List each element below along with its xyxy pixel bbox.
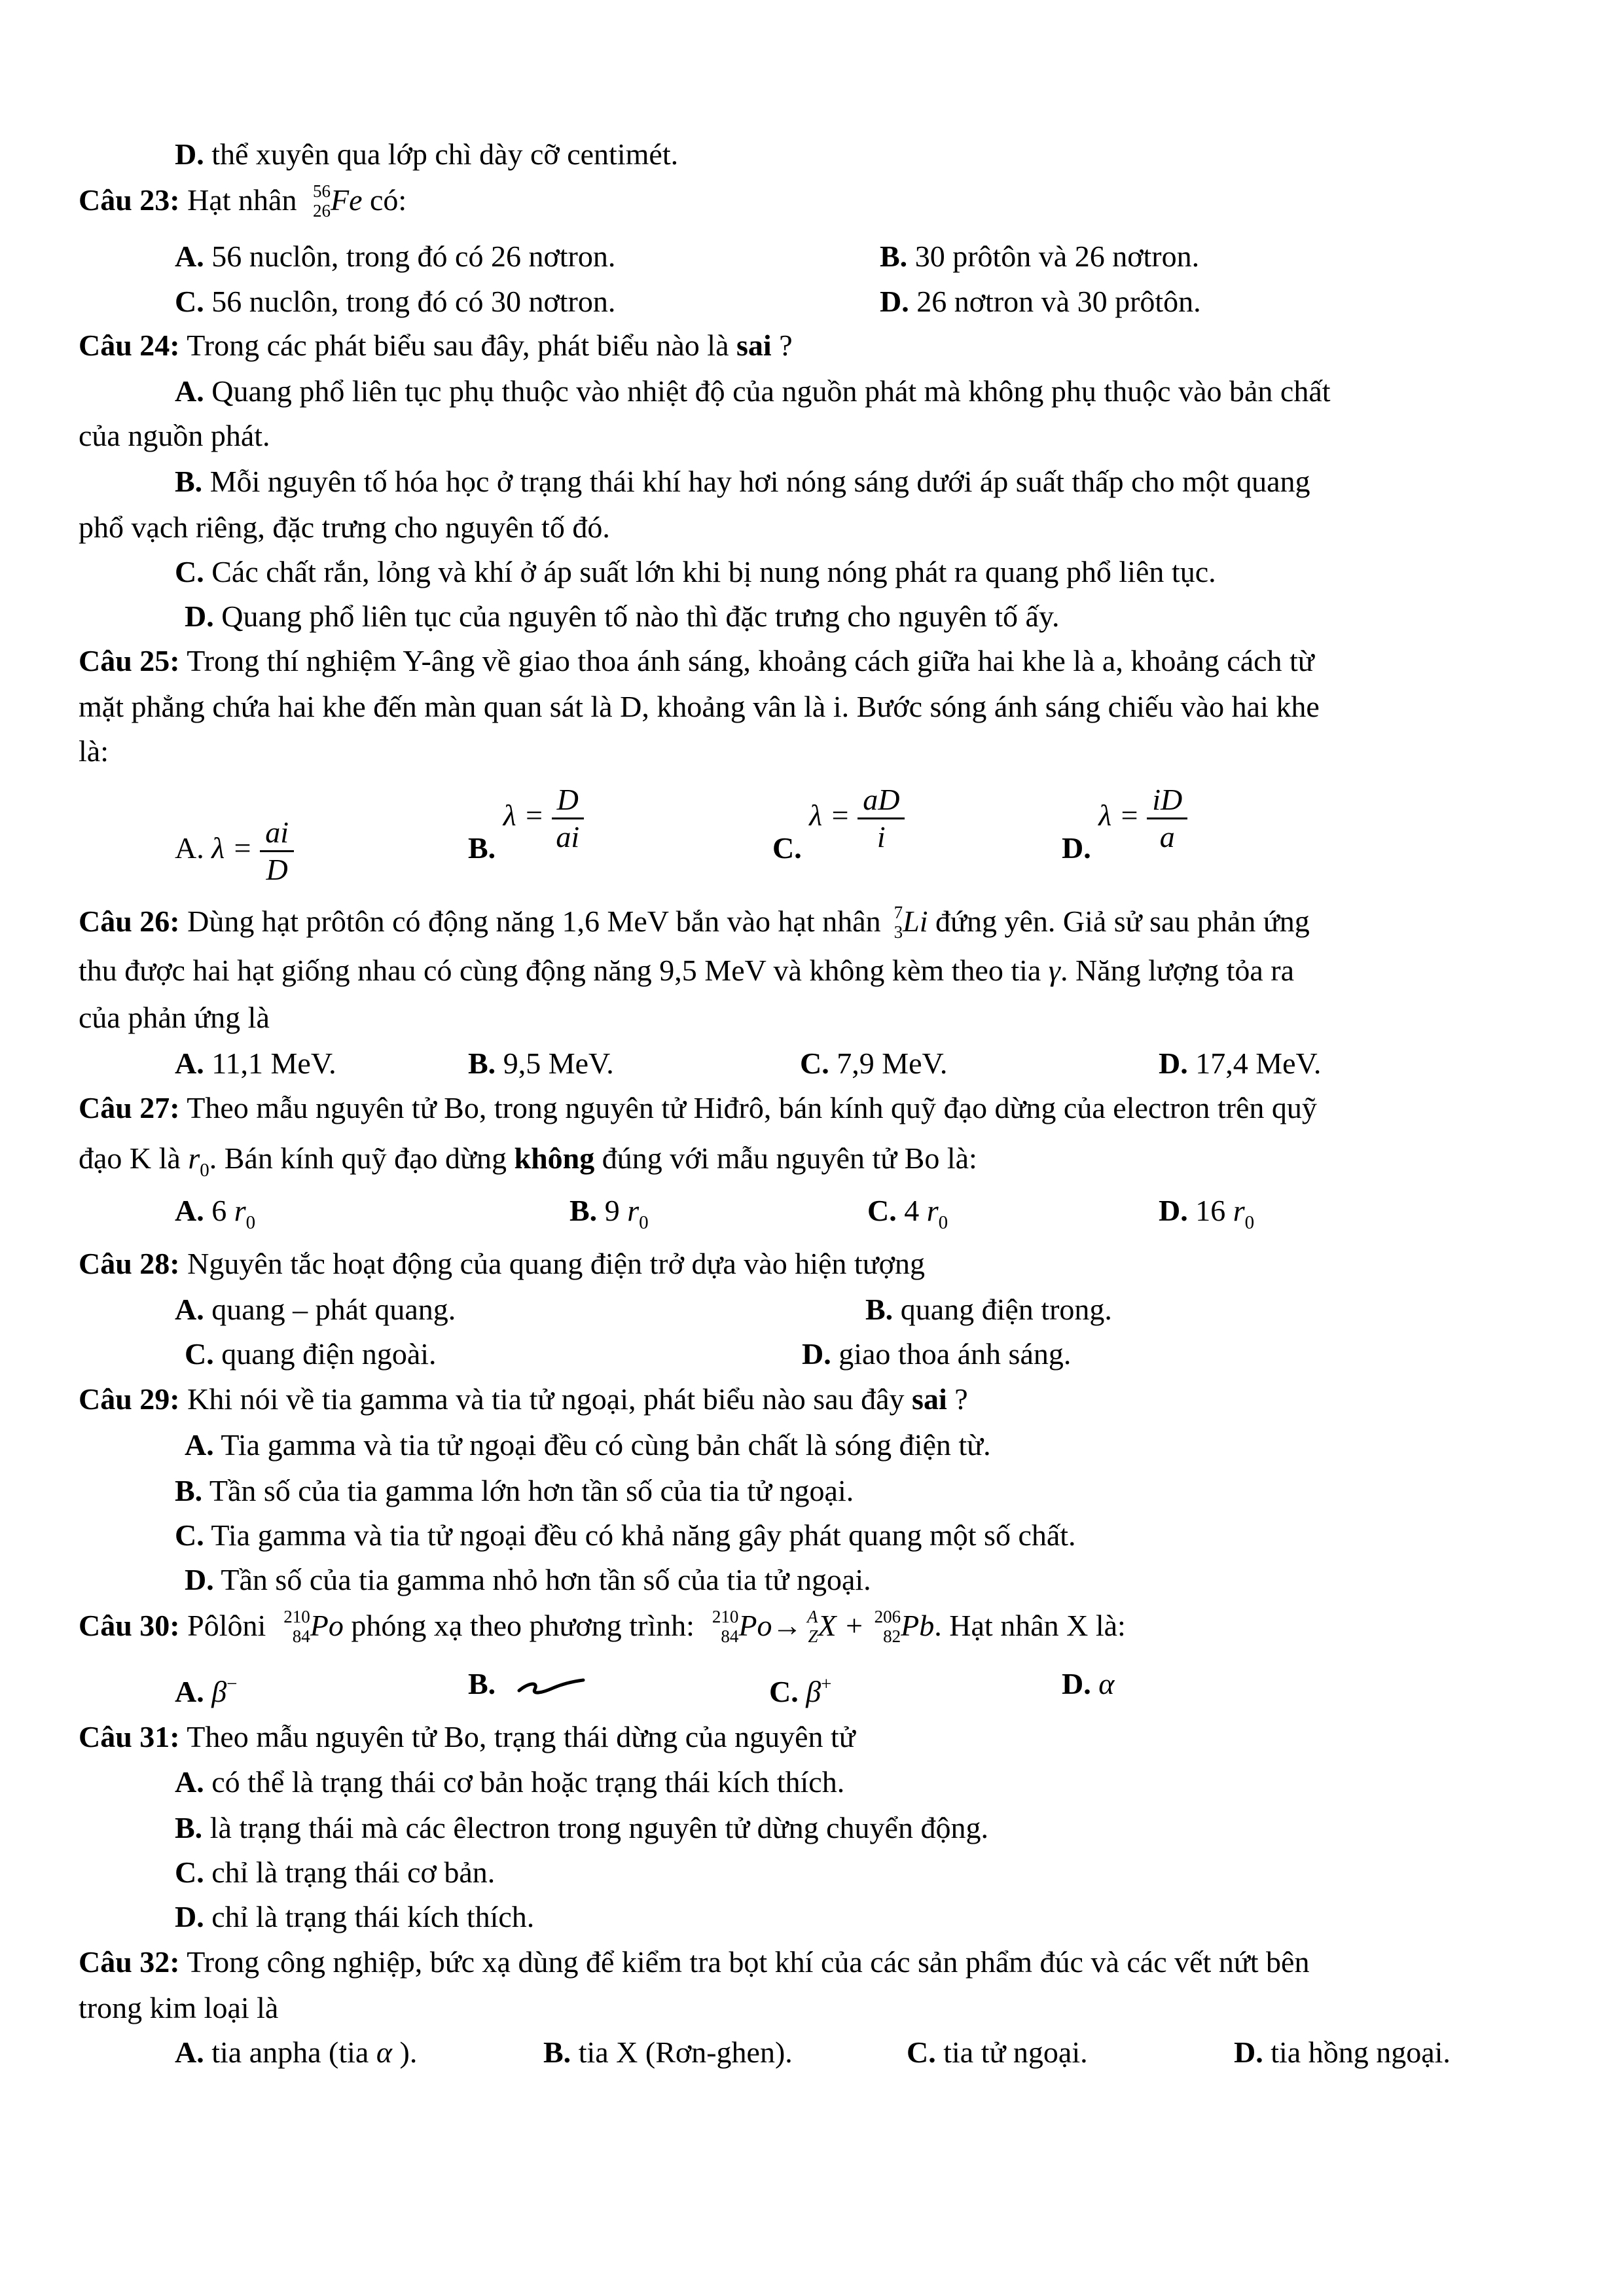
pb-nuclide: 206 82: [874, 1607, 901, 1647]
q26-stem-line2: thu được hai hạt giống nhau có cùng động năng 9,5 MeV và không kèm theo tia γ. Năng lượng tỏa ra: [79, 954, 1295, 987]
q25-option-a: A. λ = $\frac{ai}{D}$: [175, 815, 294, 888]
q29-option-b: B. Tần số của tia gamma lớn hơn tần số của tia tử ngoại.: [175, 1474, 854, 1507]
q32-option-d: D. tia hồng ngoại.: [1234, 2036, 1451, 2069]
q24-option-c: C. Các chất rắn, lỏng và khí ở áp suất lớn khi bị nung nóng phát ra quang phổ liên tục.: [175, 555, 1216, 588]
q25-stem-line1: Câu 25: Trong thí nghiệm Y-âng về giao thoa ánh sáng, khoảng cách giữa hai khe là a, khoảng cách từ: [79, 644, 1314, 677]
q25-option-d: D. λ = $\frac{iD}{a}$: [1062, 782, 1187, 855]
q24-option-b: B. Mỗi nguyên tố hóa học ở trạng thái khí hay hơi nóng sáng dưới áp suất thấp cho một quang: [175, 465, 1310, 498]
fraction: $\frac{iD}{a}$: [1147, 782, 1187, 855]
q29-option-d: D. Tần số của tia gamma nhỏ hơn tần số của tia tử ngoại.: [185, 1563, 871, 1596]
q26-option-a: A. 11,1 MeV.: [175, 1047, 336, 1080]
q28-option-c: C. quang điện ngoài.: [185, 1337, 437, 1371]
q32-option-b: B. tia X (Rơn-ghen).: [543, 2036, 793, 2069]
q27-option-d: D. 16 $r_0$: [1159, 1194, 1255, 1233]
q31-stem: Câu 31: Theo mẫu nguyên tử Bo, trạng thái dừng của nguyên tử: [79, 1720, 856, 1753]
q30-option-c: C. β+: [769, 1674, 832, 1708]
q31-option-b: B. là trạng thái mà các êlectron trong nguyên tử dừng chuyển động.: [175, 1811, 988, 1844]
q24-option-a-cont: của nguồn phát.: [79, 419, 270, 452]
po-nuclide: 210 84: [283, 1607, 310, 1647]
q28-option-b: B. quang điện trong.: [865, 1293, 1112, 1326]
q27-stem-line1: Câu 27: Theo mẫu nguyên tử Bo, trong nguyên tử Hiđrô, bán kính quỹ đạo dừng của electron trên quỹ: [79, 1091, 1317, 1124]
q24-option-b-cont: phổ vạch riêng, đặc trưng cho nguyên tố đó.: [79, 511, 610, 544]
fraction: $\frac{D}{ai}$: [552, 782, 584, 855]
q27-stem-line2: đạo K là $r_0$. Bán kính quỹ đạo dừng không đúng với mẫu nguyên tử Bo là:: [79, 1141, 977, 1181]
q30-option-d: D. α: [1062, 1667, 1115, 1700]
fraction: $\frac{aD}{i}$: [857, 782, 905, 855]
q23-option-b: B. 30 prôtôn và 26 nơtron.: [880, 240, 1200, 273]
q31-option-a: A. có thể là trạng thái cơ bản hoặc trạng thái kích thích.: [175, 1765, 845, 1799]
q25-option-b: B. λ = $\frac{D}{ai}$: [468, 782, 584, 855]
q26-option-c: C. 7,9 MeV.: [800, 1047, 948, 1080]
q32-stem-line1: Câu 32: Trong công nghiệp, bức xạ dùng để kiểm tra bọt khí của các sản phẩm đúc và các vết nứt bên: [79, 1945, 1310, 1979]
q23-option-a: A. 56 nuclôn, trong đó có 26 nơtron.: [175, 240, 616, 273]
q32-option-c: C. tia tử ngoại.: [907, 2036, 1088, 2069]
q30-option-b: B.: [468, 1666, 587, 1702]
q23-option-d: D. 26 nơtron và 30 prôtôn.: [880, 285, 1201, 318]
q28-option-d: D. giao thoa ánh sáng.: [802, 1337, 1072, 1371]
q25-stem-line3: là:: [79, 734, 109, 768]
q32-option-a: A. tia anpha (tia α ).: [175, 2036, 418, 2069]
fraction: $\frac{ai}{D}$: [260, 815, 294, 888]
q25-option-c: C. λ = $\frac{aD}{i}$: [772, 782, 905, 855]
q24-option-a: A. Quang phổ liên tục phụ thuộc vào nhiệt độ của nguồn phát mà không phụ thuộc vào bản chất: [175, 374, 1331, 408]
x-nuclide: A Z: [807, 1607, 818, 1647]
q31-option-d: D. chỉ là trạng thái kích thích.: [175, 1900, 535, 1933]
q30-stem: Câu 30: Pôlôni 210 84 Po phóng xạ theo phương trình: 210 84 Po→ A Z X + 206 82 Pb. Hạt nhân X là:: [79, 1607, 1126, 1648]
q31-option-c: C. chỉ là trạng thái cơ bản.: [175, 1856, 496, 1889]
q32-stem-line2: trong kim loại là: [79, 1991, 279, 2024]
q30-option-a: A. β−: [175, 1674, 238, 1708]
q26-stem-line3: của phản ứng là: [79, 1001, 270, 1034]
q22-option-d: D. thể xuyên qua lớp chì dày cỡ centimét.: [175, 137, 679, 171]
q26-option-d: D. 17,4 MeV.: [1159, 1047, 1322, 1080]
q27-option-a: A. 6 $r_0$: [175, 1194, 256, 1233]
q28-stem: Câu 28: Nguyên tắc hoạt động của quang điện trở dựa vào hiện tượng: [79, 1247, 925, 1280]
q27-option-c: C. 4 $r_0$: [867, 1194, 948, 1233]
q29-option-c: C. Tia gamma và tia tử ngoại đều có khả năng gây phát quang một số chất.: [175, 1518, 1076, 1552]
q29-option-a: A. Tia gamma và tia tử ngoại đều có cùng bản chất là sóng điện từ.: [185, 1428, 991, 1462]
q23-stem: Câu 23: Hạt nhân 56 26 Fe có:: [79, 182, 406, 223]
li-nuclide: 7 3: [893, 903, 903, 942]
handwritten-mark-icon: [515, 1674, 587, 1700]
q26-option-b: B. 9,5 MeV.: [468, 1047, 614, 1080]
q24-stem: Câu 24: Trong các phát biểu sau đây, phát biểu nào là sai ?: [79, 329, 793, 362]
q29-stem: Câu 29: Khi nói về tia gamma và tia tử ngoại, phát biểu nào sau đây sai ?: [79, 1382, 968, 1416]
q24-option-d: D. Quang phổ liên tục của nguyên tố nào thì đặc trưng cho nguyên tố ấy.: [185, 600, 1060, 633]
q25-stem-line2: mặt phẳng chứa hai khe đến màn quan sát là D, khoảng vân là i. Bước sóng ánh sáng chiếu vào hai khe: [79, 690, 1320, 723]
q28-option-a: A. quang – phát quang.: [175, 1293, 456, 1326]
fe-nuclide: 56 26: [312, 181, 331, 221]
po-nuclide-eq: 210 84: [712, 1607, 739, 1647]
q26-stem-line1: Câu 26: Dùng hạt prôtôn có động năng 1,6 MeV bắn vào hạt nhân 7 3 Li đứng yên. Giả sử sau phản ứng: [79, 903, 1310, 944]
q23-option-c: C. 56 nuclôn, trong đó có 30 nơtron.: [175, 285, 616, 318]
q27-option-b: B. 9 $r_0$: [569, 1194, 649, 1233]
